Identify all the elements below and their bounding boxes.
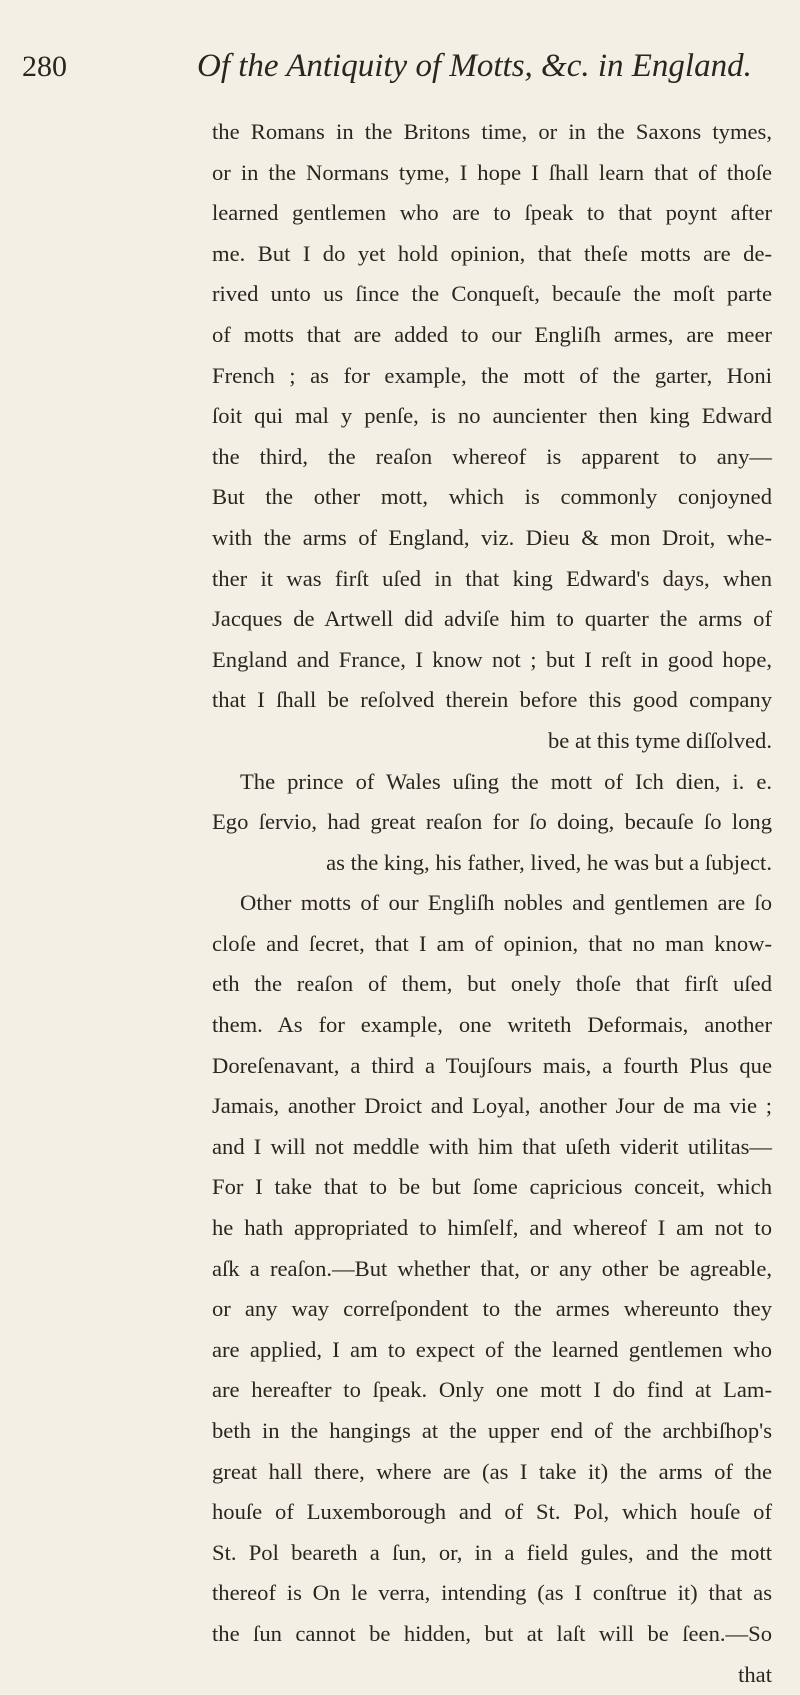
text-line: great hall there, where are (as I take it) the arms of the	[212, 1458, 772, 1484]
text-line: houſe of Luxemborough and of St. Pol, which houſe of	[212, 1499, 772, 1525]
text-line: cloſe and ſecret, that I am of opinion, that no man know-	[212, 930, 772, 956]
text-line: are applied, I am to expect of the learned gentlemen who	[212, 1336, 772, 1362]
text-line: thereof is On le verra, intending (as I conſtrue it) that as	[212, 1580, 772, 1606]
body-text	[212, 112, 772, 1695]
text-line: that	[738, 1661, 772, 1687]
text-line: he hath appropriated to himſelf, and whereof I am not to	[212, 1215, 772, 1241]
text-line: rived unto us ſince the Conqueſt, becauſe the moſt parte	[212, 281, 772, 307]
text-line: Ego ſervio, had great reaſon for ſo doing, becauſe ſo long	[212, 809, 772, 835]
text-line: Other motts of our Engliſh nobles and gentlemen are ſo	[240, 890, 772, 916]
text-line: the third, the reaſon whereof is apparent to any—	[212, 443, 772, 469]
text-line: them. As for example, one writeth Deformais, another	[212, 1012, 772, 1038]
text-line: learned gentlemen who are to ſpeak to that poynt after	[212, 200, 772, 226]
text-line: with the arms of England, viz. Dieu & mon Droit, whe-	[212, 524, 772, 550]
text-line: ſoit qui mal y penſe, is no auncienter then king Edward	[212, 403, 772, 429]
text-line: Jacques de Artwell did adviſe him to quarter the arms of	[212, 606, 772, 632]
text-line: The prince of Wales uſing the mott of Ich dien, i. e.	[240, 768, 772, 794]
text-line: Jamais, another Droict and Loyal, another Jour de ma vie ;	[212, 1093, 772, 1119]
text-line: that I ſhall be reſolved therein before this good company	[212, 687, 772, 713]
text-line: But the other mott, which is commonly conjoyned	[212, 484, 772, 510]
text-line: as the king, his father, lived, he was but a ſubject.	[326, 849, 772, 875]
text-line: For I take that to be but ſome capricious conceit, which	[212, 1174, 772, 1200]
text-line: St. Pol beareth a ſun, or, in a field gules, and the mott	[212, 1539, 772, 1565]
text-line: of motts that are added to our Engliſh armes, are meer	[212, 321, 772, 347]
text-line: me. But I do yet hold opinion, that theſe motts are de-	[212, 240, 772, 266]
text-line: aſk a reaſon.—But whether that, or any other be agreable,	[212, 1255, 772, 1281]
text-line: England and France, I know not ; but I reſt in good hope,	[212, 646, 772, 672]
running-head: Of the Antiquity of Motts, &c. in England.	[197, 48, 752, 84]
text-line: or any way correſpondent to the armes whereunto they	[212, 1296, 772, 1322]
text-line: ther it was firſt uſed in that king Edward's days, when	[212, 565, 772, 591]
page-number: 280	[22, 50, 67, 83]
text-line: eth the reaſon of them, but onely thoſe that firſt uſed	[212, 971, 772, 997]
page-header	[22, 46, 760, 96]
text-line: French ; as for example, the mott of the garter, Honi	[212, 362, 772, 388]
text-line: the ſun cannot be hidden, but at laſt will be ſeen.—So	[212, 1620, 772, 1646]
text-line: and I will not meddle with him that uſeth viderit utilitas—	[212, 1133, 772, 1159]
text-line: beth in the hangings at the upper end of the archbiſhop's	[212, 1418, 772, 1443]
text-line: the Romans in the Britons time, or in the Saxons tymes,	[212, 119, 772, 144]
text-line: Doreſenavant, a third a Toujſours mais, a fourth Plus que	[212, 1052, 772, 1078]
text-line: are hereafter to ſpeak. Only one mott I do find at Lam-	[212, 1377, 772, 1403]
text-line: be at this tyme diſſolved.	[547, 727, 772, 753]
text-line: or in the Normans tyme, I hope I ſhall learn that of thoſe	[212, 159, 772, 185]
